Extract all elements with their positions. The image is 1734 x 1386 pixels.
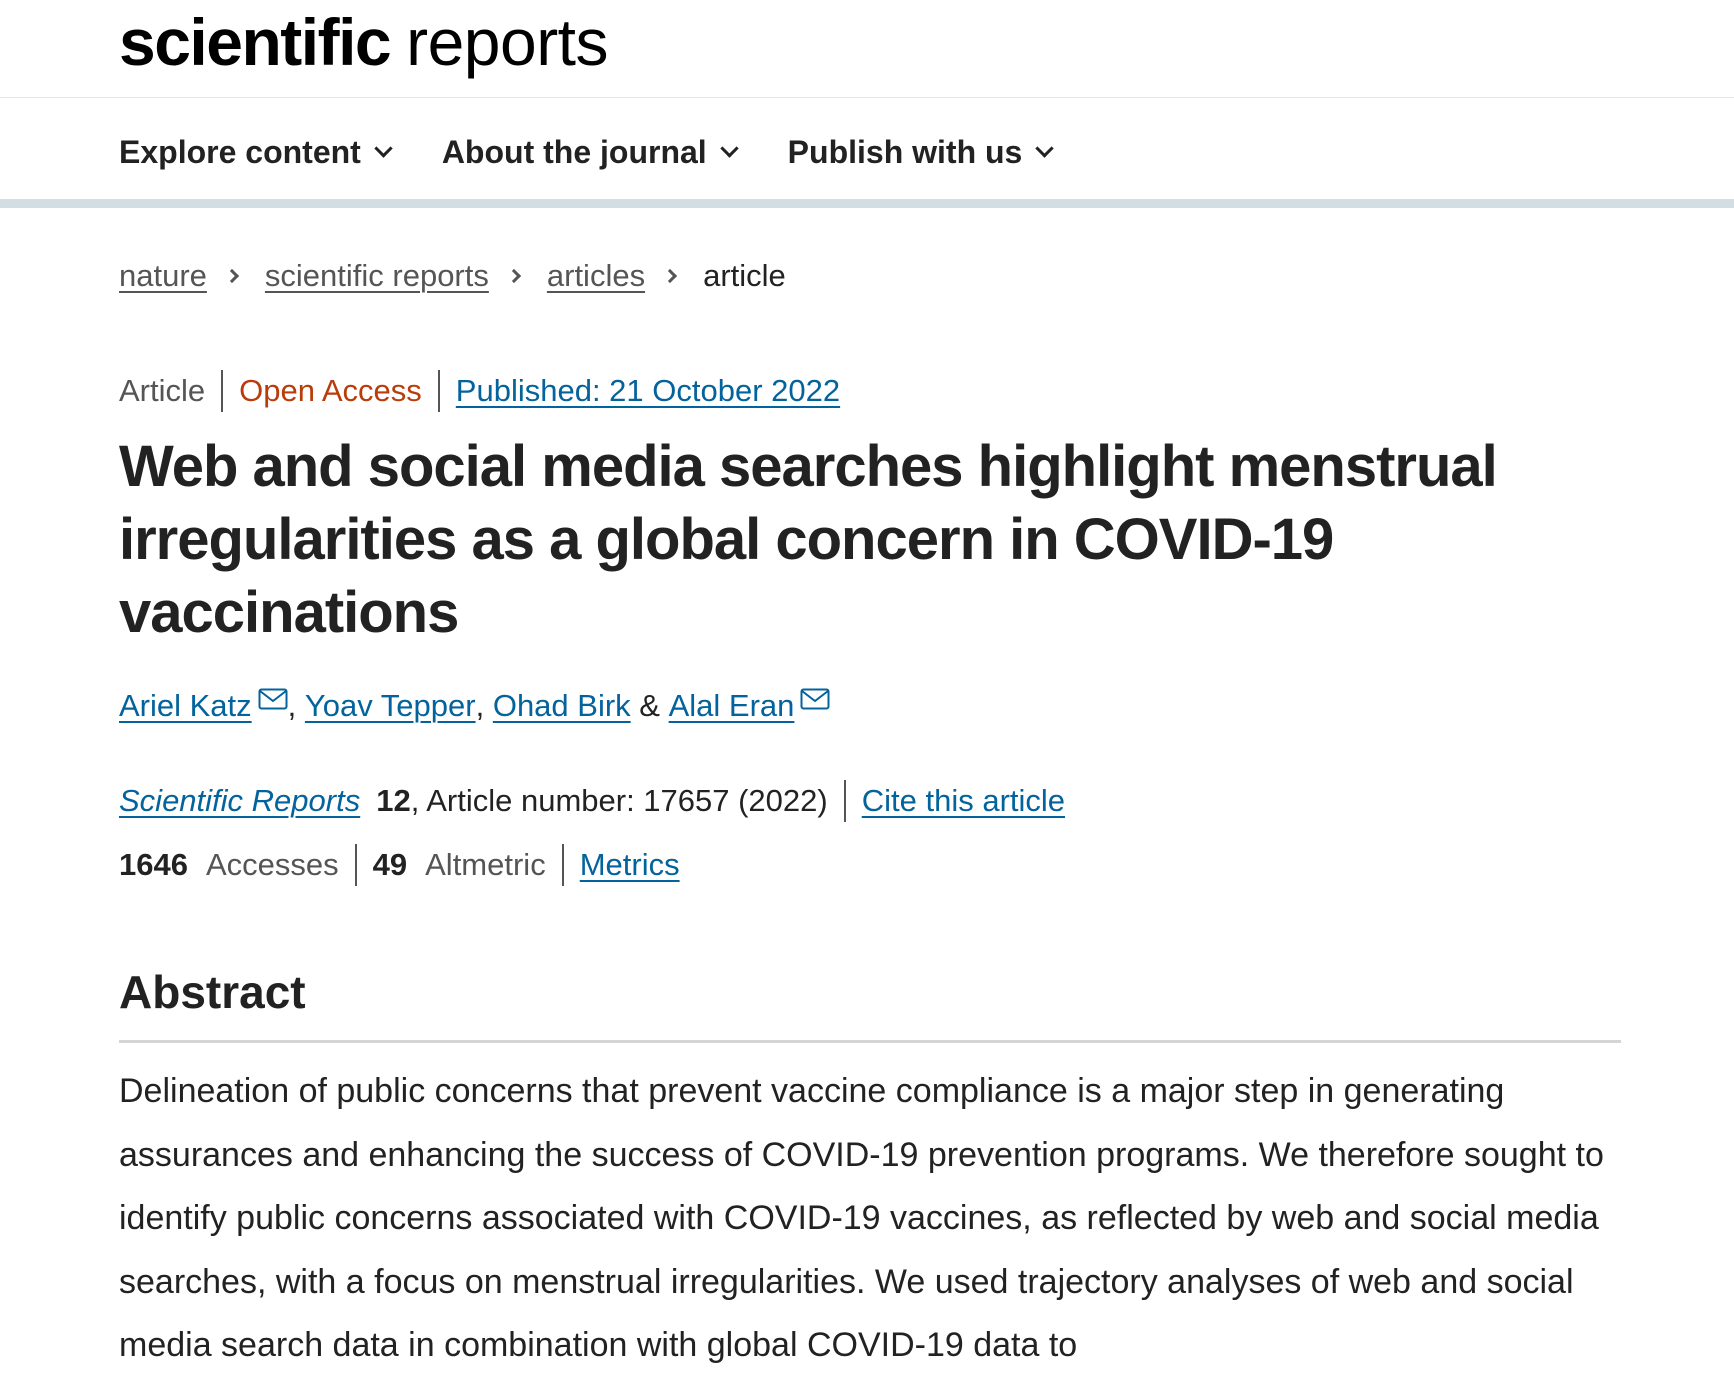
main-nav (0, 98, 1734, 208)
open-access-badge: Open Access (239, 373, 422, 408)
divider (438, 370, 440, 412)
logo-bold: scientific (119, 5, 391, 79)
divider (844, 780, 846, 822)
nav-item-label: About the journal (441, 134, 707, 170)
divider (355, 844, 357, 886)
nav-item-label: Explore content (119, 134, 361, 170)
journal-logo[interactable] (119, 2, 608, 82)
author-separator: , (475, 688, 485, 723)
author-link[interactable]: Alal Eran (668, 688, 795, 723)
divider (221, 370, 223, 412)
author-separator: , (287, 688, 297, 723)
chevron-down-icon (720, 139, 738, 157)
abstract-text: Delineation of public concerns that prevent vaccine compliance is a major step in generating assurances and enhancing the success of COVID-19 prevention programs. We therefore sought to identify public concerns associated with COVID-19 vaccines, as reflected by web and social media searches, with a focus on menstrual irregularities. We used trajectory analyses of web and social media search data in combination with global COVID-19 data to (119, 1072, 1604, 1364)
chevron-right-icon (663, 269, 677, 283)
breadcrumb (119, 258, 786, 294)
cite-this-article-link[interactable]: Cite this article (861, 783, 1066, 818)
article-type: Article (119, 373, 206, 408)
accesses-label: Accesses (205, 847, 339, 882)
metrics-link[interactable]: Metrics (579, 847, 680, 882)
chevron-right-icon (225, 269, 239, 283)
chevron-down-icon (374, 139, 392, 157)
abstract-divider (119, 1040, 1621, 1043)
article-number: , Article number: 17657 (2022) (410, 783, 828, 818)
accesses-count: 1646 (119, 847, 188, 882)
author-link[interactable]: Ariel Katz (119, 688, 252, 723)
chevron-right-icon (507, 269, 521, 283)
breadcrumb-scientific-reports[interactable]: scientific reports (264, 258, 489, 293)
masthead (0, 0, 1734, 98)
divider (562, 844, 564, 886)
nav-explore-content[interactable] (119, 134, 390, 171)
breadcrumb-articles[interactable]: articles (546, 258, 646, 293)
nav-publish-with-us[interactable] (788, 134, 1052, 171)
author-link[interactable]: Yoav Tepper (304, 688, 476, 723)
altmetric-label: Altmetric (425, 847, 546, 882)
nav-about-journal[interactable] (442, 134, 736, 171)
author-separator: & (639, 688, 660, 723)
altmetric-count: 49 (372, 847, 408, 882)
author-link[interactable]: Ohad Birk (492, 688, 631, 723)
article-title: Web and social media searches highlight menstrual irregularities as a global concern in COVID-19 vaccinations (119, 434, 1497, 645)
volume: 12 (376, 783, 411, 818)
article-meta (119, 370, 840, 412)
journal-link[interactable]: Scientific Reports (119, 783, 361, 818)
citation-line (119, 780, 1065, 822)
author-list (119, 688, 830, 724)
breadcrumb-nature[interactable]: nature (119, 258, 207, 293)
email-icon[interactable] (800, 688, 830, 710)
email-icon[interactable] (258, 688, 288, 710)
logo-light: reports (406, 5, 609, 79)
published-date-link[interactable]: Published: 21 October 2022 (455, 373, 841, 408)
nav-item-label: Publish with us (787, 134, 1023, 170)
abstract-heading: Abstract (119, 966, 306, 1018)
metrics-line (119, 844, 680, 886)
breadcrumb-current: article (703, 258, 786, 293)
chevron-down-icon (1036, 139, 1054, 157)
